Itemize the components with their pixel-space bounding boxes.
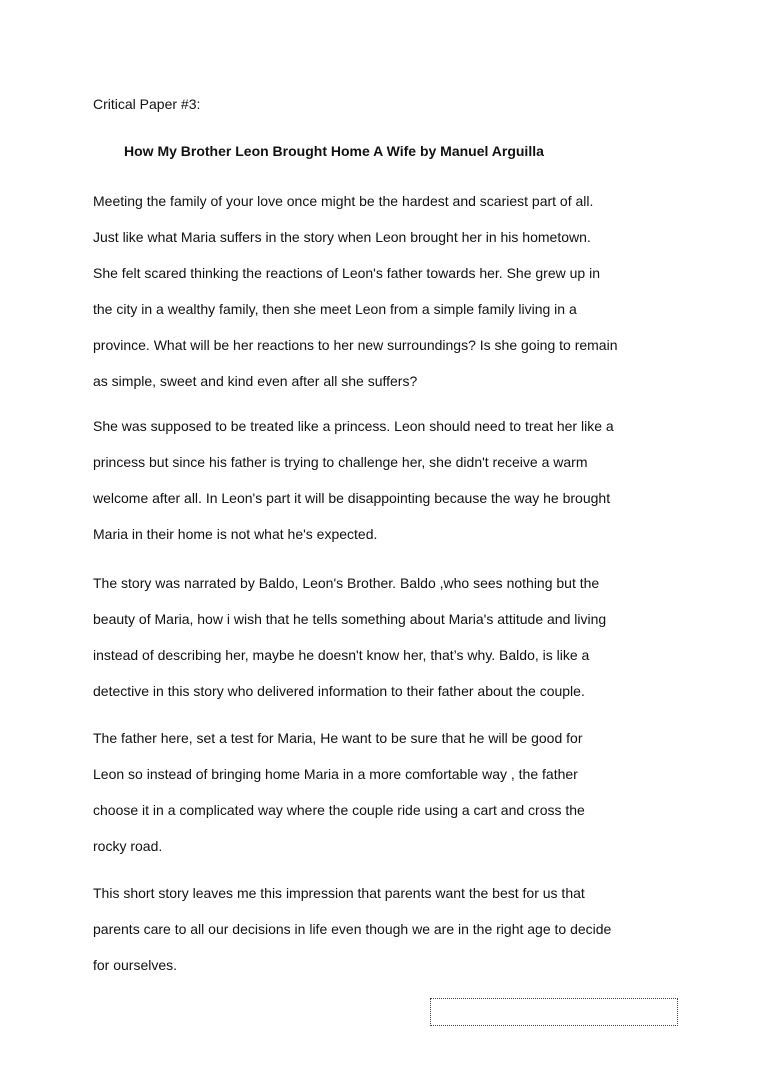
paragraph-line: princess but since his father is trying to challenge her, she didn't receive a warm [93,454,588,470]
paragraph-line: parents care to all our decisions in life even though we are in the right age to decide [93,921,612,937]
paragraph-line: This short story leaves me this impression that parents want the best for us that [93,885,585,901]
paragraph-line: She felt scared thinking the reactions of Leon's father towards her. She grew up in [93,265,600,281]
paragraph-line: welcome after all. In Leon's part it will be disappointing because the way he brought [93,490,611,506]
essay-title: How My Brother Leon Brought Home A Wife by Manuel Arguilla [124,143,544,159]
paragraph-line: Leon so instead of bringing home Maria in a more comfortable way , the father [93,766,578,782]
paragraph-line: detective in this story who delivered information to their father about the couple. [93,683,585,699]
paragraph-line: She was supposed to be treated like a princess. Leon should need to treat her like a [93,418,614,434]
paragraph-line: as simple, sweet and kind even after all she suffers? [93,373,418,389]
paragraph-line: Maria in their home is not what he's expected. [93,526,378,542]
paragraph-line: instead of describing her, maybe he doesn't know her, that’s why. Baldo, is like a [93,647,590,663]
paragraph-line: Just like what Maria suffers in the story when Leon brought her in his hometown. [93,229,591,245]
paragraph-line: province. What will be her reactions to her new surroundings? Is she going to remain [93,337,618,353]
paragraph-3 [93,573,693,717]
paragraph-line: the city in a wealthy family, then she meet Leon from a simple family living in a [93,301,577,317]
paragraph-line: beauty of Maria, how i wish that he tells something about Maria's attitude and living [93,611,607,627]
paragraph-5 [93,883,693,991]
footer-dotted-box [430,998,678,1026]
paragraph-line: The father here, set a test for Maria, He want to be sure that he will be good for [93,730,583,746]
paragraph-1 [93,191,693,407]
paragraph-line: for ourselves. [93,957,178,973]
paragraph-line: choose it in a complicated way where the couple ride using a cart and cross the [93,802,585,818]
paragraph-line: The story was narrated by Baldo, Leon's Brother. Baldo ,who sees nothing but the [93,575,600,591]
paper-label: Critical Paper #3: [93,96,201,112]
paragraph-line: rocky road. [93,838,163,854]
paragraph-4 [93,728,693,872]
paragraph-2 [93,416,693,560]
paragraph-line: Meeting the family of your love once might be the hardest and scariest part of all. [93,193,594,209]
